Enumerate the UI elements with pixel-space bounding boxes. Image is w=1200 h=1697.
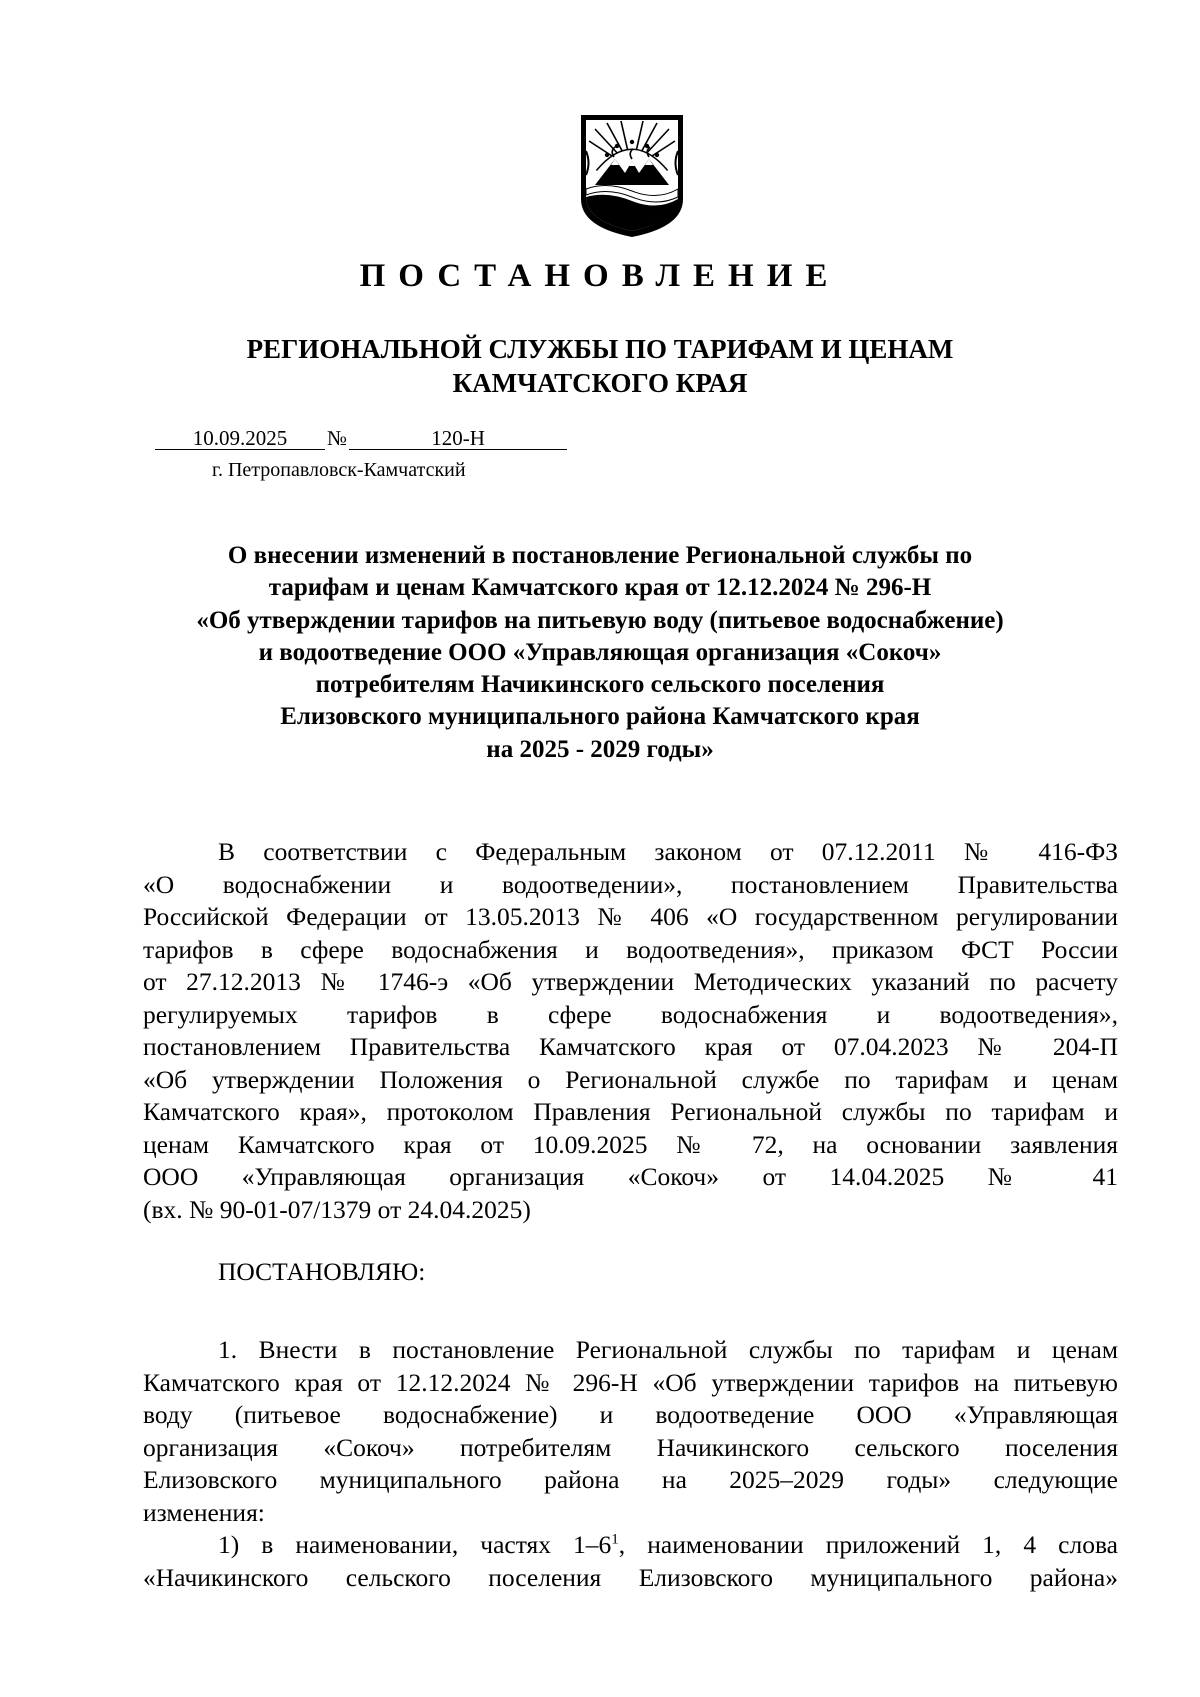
- document-number: 120-Н: [349, 427, 567, 450]
- coat-of-arms-emblem: [577, 111, 687, 239]
- preamble-line: «Об утверждении Положения о Региональной службе по тарифам и ценам: [143, 1064, 1118, 1094]
- preamble-line: тарифов в сфере водоснабжения и водоотведения», приказом ФСТ России: [143, 934, 1118, 964]
- superscript: 1: [611, 1531, 619, 1548]
- preamble-line: ООО «Управляющая организация «Сокоч» от 14.04.2025 № 41: [143, 1162, 1118, 1191]
- preamble-line: постановлением Правительства Камчатского края от 07.04.2023 № 204-П: [143, 1032, 1118, 1061]
- clause-line: воду (питьевое водоснабжение) и водоотведение ООО «Управляющая: [143, 1400, 1118, 1429]
- subject-line: Елизовского муниципального района Камчатского края: [280, 703, 920, 731]
- decree-word: ПОСТАНОВЛЯЮ:: [218, 1257, 426, 1286]
- clause-1-1-line: [143, 1529, 1118, 1562]
- subject-line: на 2025 - 2029 годы»: [486, 735, 714, 763]
- clause-line: «Начикинского сельского поселения Елизовского муниципального района»: [143, 1562, 1118, 1592]
- document-date: 10.09.2025: [155, 427, 325, 450]
- clause-1-1-text: , наименовании приложений 1, 4 слова: [618, 1530, 1118, 1559]
- clause-line: Камчатского края от 12.12.2024 № 296-Н «Об утверждении тарифов на питьевую: [143, 1367, 1118, 1397]
- preamble-line: Российской Федерации от 13.05.2013 № 406 «О государственном регулировании: [143, 902, 1118, 931]
- clause-1-1-text: 1) в наименовании, частях 1–6: [218, 1530, 612, 1559]
- clause-line: Елизовского муниципального района на 2025–2029 годы» следующие: [143, 1465, 1118, 1494]
- preamble-line: «О водоснабжении и водоотведении», постановлением Правительства: [143, 869, 1118, 899]
- preamble-paragraph: [143, 836, 1118, 1226]
- document-city: г. Петропавловск-Камчатский: [212, 459, 466, 481]
- preamble-line: регулируемых тарифов в сфере водоснабжения и водоотведения»,: [143, 999, 1118, 1029]
- document-title: ПОСТАНОВЛЕНИЕ: [359, 258, 841, 294]
- preamble-line: В соответствии с Федеральным законом от 07.12.2011 № 416-ФЗ: [218, 837, 1118, 866]
- organization-line: КАМЧАТСКОГО КРАЯ: [452, 368, 748, 398]
- document-subject: [0, 540, 1200, 766]
- number-label: №: [327, 426, 348, 450]
- preamble-line: ценам Камчатского края от 10.09.2025 № 72, на основании заявления: [143, 1129, 1118, 1159]
- issuing-organization: [0, 332, 1200, 400]
- organization-line: РЕГИОНАЛЬНОЙ СЛУЖБЫ ПО ТАРИФАМ И ЦЕНАМ: [246, 334, 954, 364]
- subject-line: О внесении изменений в постановление Региональной службы по: [227, 542, 973, 569]
- subject-line: «Об утверждении тарифов на питьевую воду (питьевое водоснабжение): [196, 606, 1004, 634]
- clause-line: изменения:: [143, 1497, 265, 1527]
- subject-line: тарифам и ценам Камчатского края от 12.12.2024 № 296-Н: [268, 574, 932, 602]
- preamble-line: от 27.12.2013 № 1746-э «Об утверждении Методических указаний по расчету: [143, 967, 1118, 996]
- preamble-line: (вх. № 90-01-07/1379 от 24.04.2025): [143, 1194, 531, 1224]
- clause-1-paragraph: [143, 1334, 1118, 1594]
- subject-line: и водоотведение ООО «Управляющая организация «Сокоч»: [258, 638, 942, 666]
- clause-line: организация «Сокоч» потребителям Начикинского сельского поселения: [143, 1432, 1118, 1462]
- subject-line: потребителям Начикинского сельского поселения: [315, 671, 885, 699]
- date-number-line: [155, 426, 567, 450]
- preamble-line: Камчатского края», протоколом Правления Региональной службы по тарифам и: [143, 1097, 1118, 1126]
- clause-line: 1. Внести в постановление Региональной службы по тарифам и ценам: [218, 1335, 1118, 1364]
